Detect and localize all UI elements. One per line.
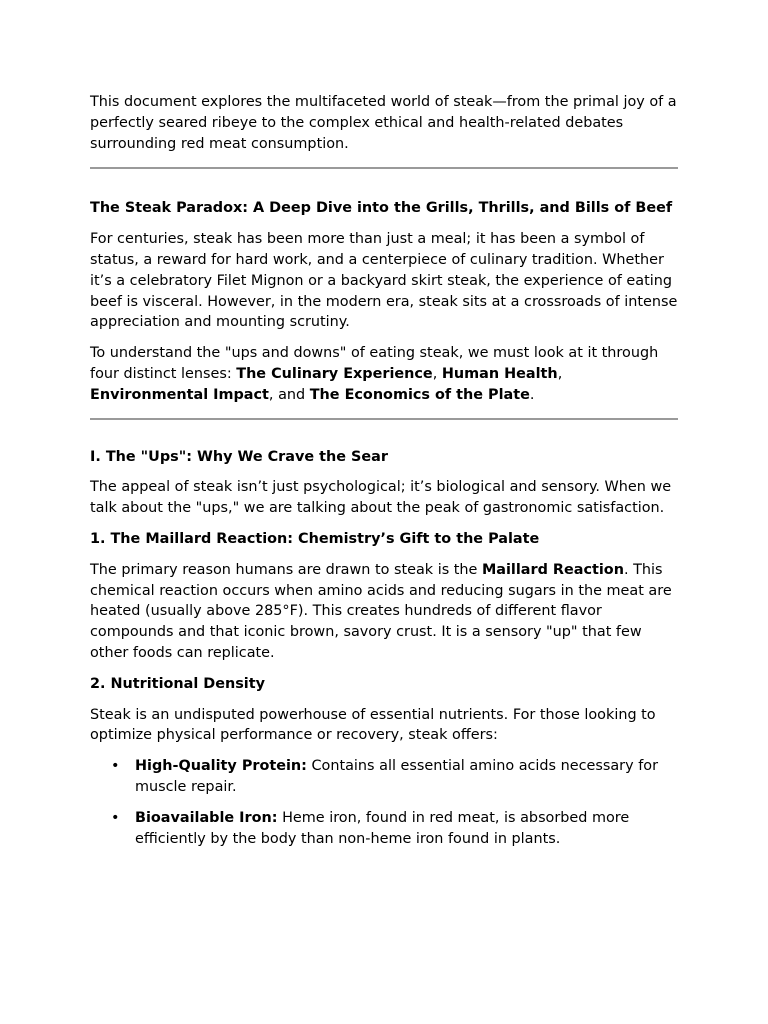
subheading-nutrition: 2. Nutritional Density xyxy=(90,675,265,692)
opening-paragraph: For centuries, steak has been more than just a meal; it has been a symbol of status, a reward for hard work, and a centerpiece of culinary tradition. Whether it’s a celebratory Filet Mignon or a backyard skirt steak, the experience of eating beef is visceral. However, in the modern era, steak sits at a crossroads of intense appreciation and mounting scrutiny. xyxy=(90,231,678,331)
list-item xyxy=(90,808,678,850)
document-title: The Steak Paradox: A Deep Dive into the Grills, Thrills, and Bills of Beef xyxy=(90,200,673,217)
lenses-paragraph xyxy=(90,343,678,405)
intro-paragraph: This document explores the multifaceted world of steak—from the primal joy of a perfectly seared ribeye to the complex ethical and health-related debates surrounding red meat consumption. xyxy=(90,94,677,152)
nutrient-list xyxy=(90,756,678,849)
bullet-marker: • xyxy=(111,758,120,775)
section-intro-paragraph: The appeal of steak isn’t just psychological; it’s biological and sensory. When we talk about the "ups," we are talking about the peak of gastronomic satisfaction. xyxy=(90,479,672,517)
maillard-term: Maillard Reaction xyxy=(481,561,624,578)
lens-culinary: The Culinary Experience xyxy=(236,365,433,382)
lens-separator: , and xyxy=(268,386,310,403)
bullet-marker: • xyxy=(111,809,120,826)
subheading-maillard: 1. The Maillard Reaction: Chemistry’s Gift to the Palate xyxy=(90,530,540,547)
maillard-paragraph xyxy=(90,560,678,664)
document-page xyxy=(90,92,678,859)
bullet-term: High-Quality Protein: xyxy=(135,758,307,775)
lens-separator: , xyxy=(432,365,442,382)
lenses-lead-text: To understand the "ups and downs" of eating steak, we must look at it through four distinct lenses: xyxy=(90,345,659,382)
bullet-term: Bioavailable Iron: xyxy=(135,809,278,826)
lenses-end-text: . xyxy=(529,386,535,403)
maillard-lead-text: The primary reason humans are drawn to steak is the xyxy=(90,561,482,578)
lens-separator: , xyxy=(557,365,563,382)
lens-economics: The Economics of the Plate xyxy=(309,386,530,403)
lens-environment: Environmental Impact xyxy=(90,386,269,403)
section-divider xyxy=(90,167,678,169)
list-item xyxy=(90,756,678,798)
section-divider xyxy=(90,418,678,420)
section-heading-ups: I. The "Ups": Why We Crave the Sear xyxy=(90,448,388,465)
bullet-text: Contains all essential amino acids necessary for muscle repair. xyxy=(135,758,658,795)
maillard-rest-text: . This chemical reaction occurs when amino acids and reducing sugars in the meat are heated (usually above 285°F). This creates hundreds of different flavor compounds and that iconic brown, savory crust. It is a sensory "up" that few other foods can replicate. xyxy=(90,561,672,661)
lens-health: Human Health xyxy=(441,365,558,382)
bullet-text: Heme iron, found in red meat, is absorbed more efficiently by the body than non-heme iron found in plants. xyxy=(135,809,630,847)
nutrition-paragraph: Steak is an undisputed powerhouse of essential nutrients. For those looking to optimize physical performance or recovery, steak offers: xyxy=(90,706,656,744)
